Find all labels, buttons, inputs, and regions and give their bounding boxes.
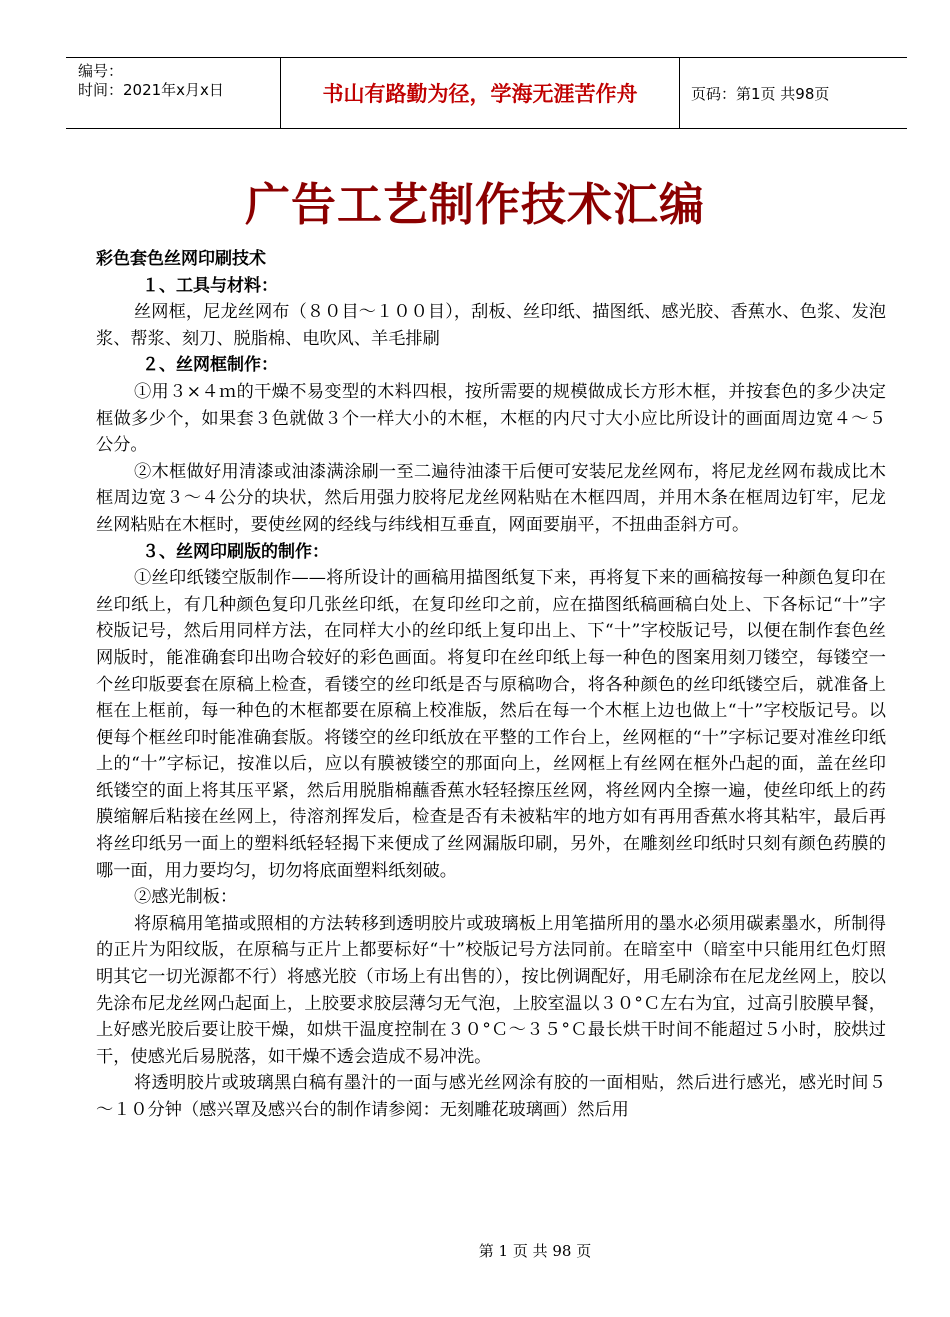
page-footer: 第 1 页 共 98 页 <box>478 1242 592 1260</box>
section-2-heading: ２、丝网框制作： <box>142 355 278 376</box>
document-title: 广告工艺制作技术汇编 <box>244 178 705 231</box>
section-1-paragraph: 丝网框，尼龙丝网布（８０目～１００目），刮板、丝印纸、描图纸、感光胶、香蕉水、色浆、发泡浆、帮浆、刻刀、脱脂棉、电吹风、羊毛排刷 <box>96 302 886 349</box>
document-body <box>96 246 886 1124</box>
section-3-paragraph-4: 将透明胶片或玻璃黑白稿有墨汁的一面与感光丝网涂有胶的一面相贴，然后进行感光，感光时间５～１０分钟（感兴罩及感兴台的制作请参阅：无刻雕花玻璃画）然后用 <box>96 1073 886 1120</box>
section-3-paragraph-1: ①丝印纸镂空版制作——将所设计的画稿用描图纸复下来，再将复下来的画稿按每一种颜色复印在丝印纸上，有几种颜色复印几张丝印纸，在复印丝印之前，应在描图纸稿画稿白处上、下各标记“十”字校版记号，然后用同样方法，在同样大小的丝印纸上复印出上、下“十”字校版记号，以便在制作套色丝网版时，能准确套印出吻合较好的彩色画面。将复印在丝印纸上每一种色的图案用刻刀镂空，每镂空一个丝印版要套在原稿上检查，看镂空的丝印纸是否与原稿吻合，将各种颜色的丝印纸镂空后，就准备上框在上框前，每一种色的木框都要在原稿上校准版，然后在每一个木框上边也做上“十”字校版记号。以便每个框丝印时能准确套版。将镂空的丝印纸放在平整的工作台上，丝网框的“十”字标记要对准丝印纸上的“十”字标记，按准以后，应以有膜被镂空的那面向上，丝网框上有丝网在框外凸起的面，盖在丝印纸镂空的面上将其压平紧，然后用脱脂棉蘸香蕉水轻轻擦压丝网，将丝网内全擦一遍，使丝印纸上的药膜缩解后粘接在丝网上，待溶剂挥发后，检查是否有未被粘牢的地方如有再用香蕉水将其粘牢，最后再将丝印纸另一面上的塑料纸轻轻揭下来便成了丝网漏版印刷，另外，在雕刻丝印纸时只刻有颜色药膜的哪一面，用力要均匀，切勿将底面塑料纸刻破。 <box>96 568 886 881</box>
section-title: 彩色套色丝网印刷技术 <box>96 249 266 269</box>
header-page-info: 页码：第1页 共98页 <box>691 84 830 103</box>
header-motto: 书山有路勤为径，学海无涯苦作舟 <box>280 58 680 128</box>
section-2-paragraph-2: ②木框做好用清漆或油漆满涂刷一至二遍待油漆干后便可安装尼龙丝网布，将尼龙丝网布裁成比木框周边宽３～４公分的块状，然后用强力胶将尼龙丝网粘贴在木框四周，并用木条在框周边钉牢，尼龙丝网粘贴在木框时，要使丝网的经线与纬线相互垂直，网面要崩平，不扭曲歪斜方可。 <box>96 461 886 535</box>
section-3-paragraph-2: ②感光制板： <box>134 887 238 908</box>
header-number-label: 编号： <box>78 62 124 80</box>
section-3-paragraph-3: 将原稿用笔描或照相的方法转移到透明胶片或玻璃板上用笔描所用的墨水必须用碳素墨水，所制得的正片为阳纹版，在原稿与正片上都要标好“十”校版记号方法同前。在暗室中（暗室中只能用红色灯照明其它一切光源都不行）将感光胶（市场上有出售的），按比例调配好，用毛刷涂布在尼龙丝网上，胶以先涂布尼龙丝网凸起面上，上胶要求胶层薄匀无气泡，上胶室温以３０°Ｃ左右为宜，过高引胶膜早餐，上好感光胶后要让胶干燥，如烘干温度控制在３０°Ｃ～３５°Ｃ最长烘干时间不能超过５小时，胶烘过干，使感光后易脱落，如干燥不透会造成不易冲洗。 <box>96 913 886 1067</box>
page-header <box>66 57 907 129</box>
section-3-heading: ３、丝网印刷版的制作： <box>142 541 329 562</box>
header-time-label: 时间：2021年x月x日 <box>78 81 224 99</box>
section-2-paragraph-1: ①用３×４ｍ的干燥不易变型的木料四根，按所需要的规模做成长方形木框，并按套色的多少决定框做多少个，如果套３色就做３个一样大小的木框，木框的内尺寸大小应比所设计的画面周边宽４～５公分。 <box>96 381 886 456</box>
section-1-heading: １、工具与材料： <box>142 275 278 296</box>
header-meta <box>66 58 280 128</box>
